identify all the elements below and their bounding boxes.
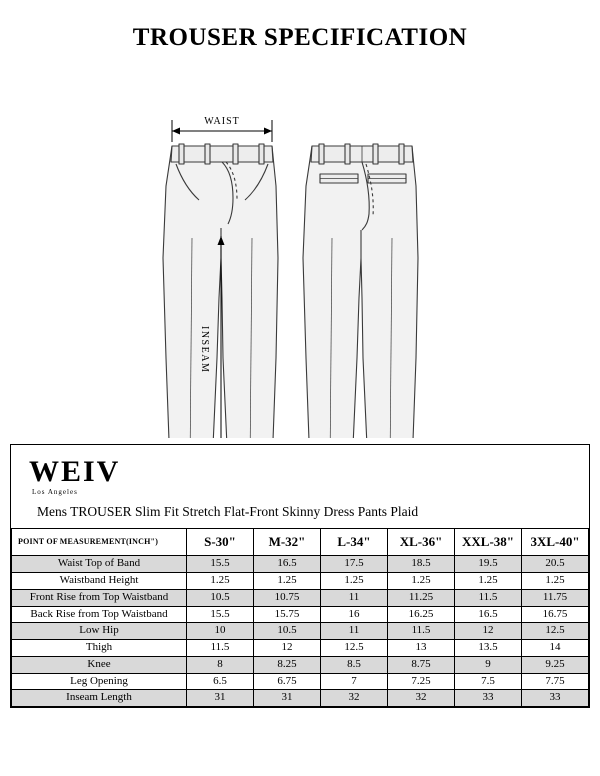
table-row: [12, 556, 589, 573]
cell-value: 16: [321, 606, 388, 623]
table-head: [12, 529, 589, 556]
cell-value: 8.75: [388, 656, 455, 673]
brand-name: WEIV: [29, 455, 121, 488]
cell-value: 20.5: [522, 556, 589, 573]
brand-subtitle: Los Angeles: [32, 488, 78, 496]
cell-value: 15.5: [187, 606, 254, 623]
trouser-technical-drawing: [0, 58, 600, 438]
cell-value: 13: [388, 640, 455, 657]
size-measurement-table: [11, 528, 589, 707]
cell-value: 17.5: [321, 556, 388, 573]
table-row: [12, 656, 589, 673]
row-label: Knee: [12, 656, 187, 673]
cell-value: 6.75: [254, 673, 321, 690]
row-label: Inseam Length: [12, 690, 187, 707]
cell-value: 8.5: [321, 656, 388, 673]
table-row: [12, 589, 589, 606]
column-header-xl36: XL-36": [388, 529, 455, 556]
cell-value: 10.75: [254, 589, 321, 606]
cell-value: 7.25: [388, 673, 455, 690]
cell-value: 12.5: [522, 623, 589, 640]
cell-value: 11.5: [455, 589, 522, 606]
cell-value: 16.75: [522, 606, 589, 623]
cell-value: 18.5: [388, 556, 455, 573]
row-label: Low Hip: [12, 623, 187, 640]
cell-value: 14: [522, 640, 589, 657]
table-body: [12, 556, 589, 707]
cell-value: 11: [321, 623, 388, 640]
cell-value: 32: [321, 690, 388, 707]
column-header-s30: S-30": [187, 529, 254, 556]
cell-value: 11.75: [522, 589, 589, 606]
cell-value: 11: [321, 589, 388, 606]
cell-value: 11.5: [388, 623, 455, 640]
cell-value: 31: [254, 690, 321, 707]
cell-value: 6.5: [187, 673, 254, 690]
cell-value: 13.5: [455, 640, 522, 657]
column-header-m32: M-32": [254, 529, 321, 556]
column-header-xxl38: XXL-38": [455, 529, 522, 556]
cell-value: 12.5: [321, 640, 388, 657]
cell-value: 12: [455, 623, 522, 640]
cell-value: 16.25: [388, 606, 455, 623]
table-row: [12, 640, 589, 657]
cell-value: 1.25: [321, 573, 388, 590]
page-title: TROUSER SPECIFICATION: [132, 24, 468, 51]
column-header-3xl40: 3XL-40": [522, 529, 589, 556]
waist-dimension-label: [0, 116, 600, 127]
cell-value: 1.25: [187, 573, 254, 590]
cell-value: 16.5: [254, 556, 321, 573]
cell-value: 1.25: [388, 573, 455, 590]
row-label: Waistband Height: [12, 573, 187, 590]
cell-value: 16.5: [455, 606, 522, 623]
cell-value: 9.25: [522, 656, 589, 673]
cell-value: 10.5: [187, 589, 254, 606]
cell-value: 1.25: [455, 573, 522, 590]
row-label: Leg Opening: [12, 673, 187, 690]
cell-value: 11.5: [187, 640, 254, 657]
cell-value: 11.25: [388, 589, 455, 606]
cell-value: 33: [455, 690, 522, 707]
table-header-row: [12, 529, 589, 556]
column-header-point-of-measurement: POINT OF MEASUREMENT(INCH"): [12, 529, 187, 556]
cell-value: 9: [455, 656, 522, 673]
cell-value: 7: [321, 673, 388, 690]
cell-value: 1.25: [254, 573, 321, 590]
size-chart-block: [10, 444, 590, 708]
inseam-dimension-label: INSEAM: [199, 326, 210, 374]
row-label: Front Rise from Top Waistband: [12, 589, 187, 606]
column-header-l34: L-34": [321, 529, 388, 556]
table-row: [12, 573, 589, 590]
waist-dimension-text: WAIST: [204, 116, 240, 127]
row-label: Thigh: [12, 640, 187, 657]
cell-value: 12: [254, 640, 321, 657]
cell-value: 8: [187, 656, 254, 673]
table-row: [12, 623, 589, 640]
cell-value: 8.25: [254, 656, 321, 673]
cell-value: 32: [388, 690, 455, 707]
cell-value: 10.5: [254, 623, 321, 640]
table-row: [12, 606, 589, 623]
brand-logo: [11, 445, 589, 498]
cell-value: 15.5: [187, 556, 254, 573]
cell-value: 10: [187, 623, 254, 640]
cell-value: 19.5: [455, 556, 522, 573]
cell-value: 33: [522, 690, 589, 707]
row-label: Waist Top of Band: [12, 556, 187, 573]
table-row: [12, 673, 589, 690]
cell-value: 7.75: [522, 673, 589, 690]
cell-value: 1.25: [522, 573, 589, 590]
row-label: Back Rise from Top Waistband: [12, 606, 187, 623]
product-description: Mens TROUSER Slim Fit Stretch Flat-Front Skinny Dress Pants Plaid: [37, 504, 419, 519]
trouser-illustration: [0, 58, 600, 438]
cell-value: 7.5: [455, 673, 522, 690]
cell-value: 31: [187, 690, 254, 707]
table-row: [12, 690, 589, 707]
cell-value: 15.75: [254, 606, 321, 623]
